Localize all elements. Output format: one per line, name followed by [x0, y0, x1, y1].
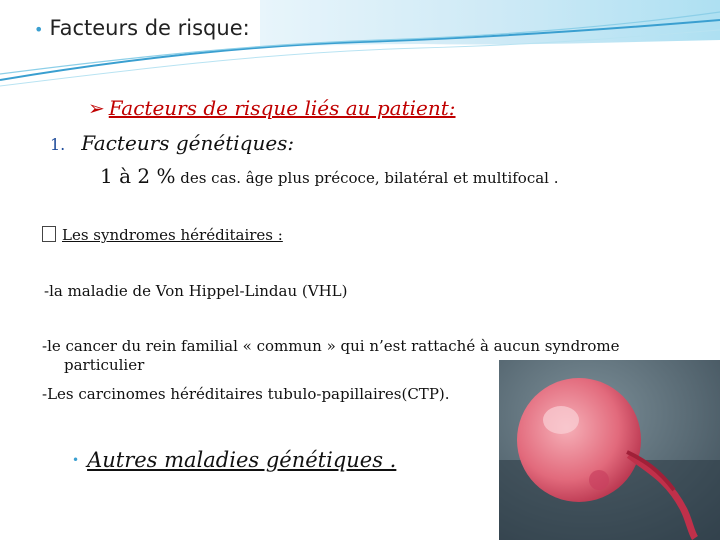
kidney-tumor-photo	[499, 360, 720, 540]
paragraph-familial: -le cancer du rein familial « commun » qui n’est rattaché à aucun syndrome particulier	[42, 337, 620, 374]
last-bullet: • Autres maladies génétiques .	[72, 448, 397, 472]
stat-line: 1 à 2 % des cas. âge plus précoce, bilatéral et multifocal .	[100, 164, 559, 188]
header-decoration	[0, 0, 720, 90]
paragraph-vhl: -la maladie de Von Hippel-Lindau (VHL)	[44, 282, 348, 300]
checkbox-icon	[42, 226, 56, 242]
bullet-icon: •	[34, 20, 44, 39]
bullet-icon: •	[72, 453, 80, 467]
paragraph-ctp: -Les carcinomes héréditaires tubulo-papillaires(CTP).	[42, 385, 450, 403]
numbered-item: 1. Facteurs génétiques:	[50, 131, 295, 155]
slide-title: • Facteurs de risque:	[34, 16, 250, 40]
subheading: ➢ Facteurs de risque liés au patient:	[88, 96, 456, 120]
syndromes-heading: Les syndromes héréditaires :	[42, 226, 283, 244]
item-number: 1.	[50, 135, 66, 154]
item-label: Facteurs génétiques	[81, 131, 288, 155]
arrow-icon: ➢	[88, 96, 105, 120]
